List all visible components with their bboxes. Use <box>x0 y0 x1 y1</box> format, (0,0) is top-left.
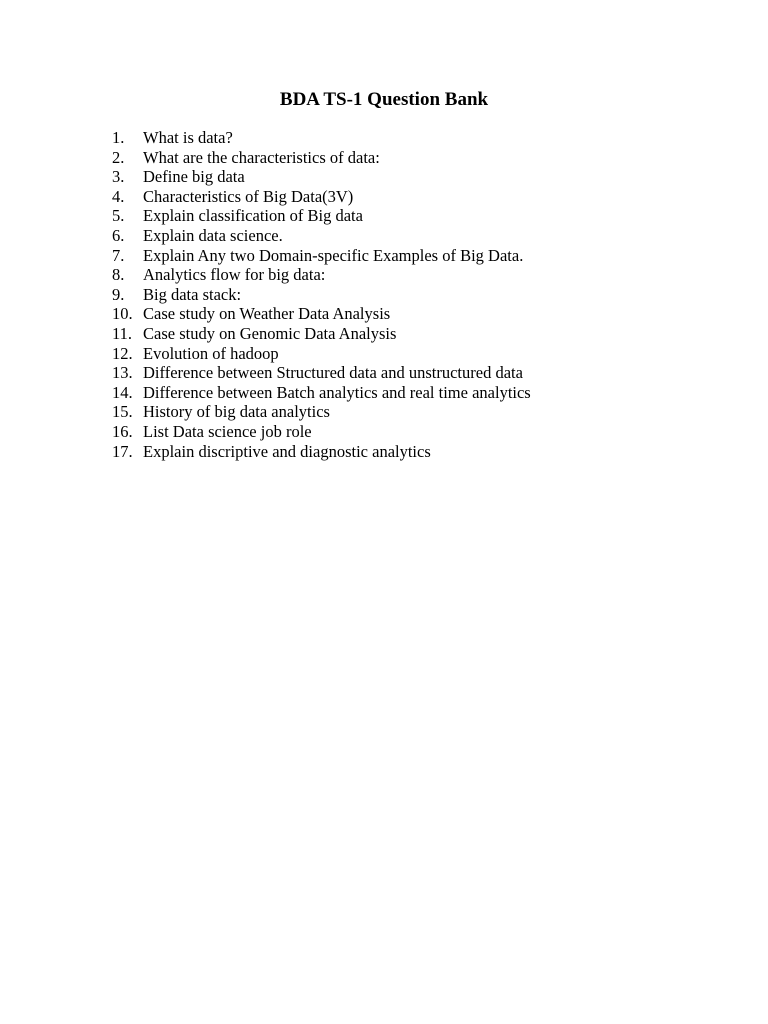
question-number: 13. <box>112 363 133 383</box>
question-number: 12. <box>112 343 133 363</box>
question-number: 16. <box>112 421 133 441</box>
question-number: 8. <box>112 265 125 285</box>
question-item-6 <box>112 226 732 246</box>
question-item-13 <box>112 363 732 383</box>
document-title: BDA TS-1 Question Bank <box>279 89 489 110</box>
question-text: Case study on Genomic Data Analysis <box>143 323 397 343</box>
question-text: Difference between Structured data and unstructured data <box>143 363 523 383</box>
question-list <box>112 128 732 461</box>
question-text: History of big data analytics <box>143 402 330 422</box>
question-item-2 <box>112 148 732 168</box>
question-number: 1. <box>112 128 125 147</box>
question-item-12 <box>112 344 732 364</box>
question-item-16 <box>112 422 732 442</box>
question-text: List Data science job role <box>143 421 312 441</box>
question-number: 2. <box>112 147 125 167</box>
question-text: Characteristics of Big Data(3V) <box>143 186 354 206</box>
question-number: 3. <box>112 167 125 187</box>
question-text: Explain Any two Domain-specific Examples of Big Data. <box>143 245 524 265</box>
question-number: 5. <box>112 206 125 226</box>
question-text: Explain classification of Big data <box>143 206 363 226</box>
question-number: 7. <box>112 245 125 265</box>
question-item-1 <box>112 128 732 148</box>
question-text: Analytics flow for big data: <box>143 265 326 285</box>
question-item-5 <box>112 206 732 226</box>
question-text: Explain data science. <box>143 225 283 245</box>
question-text: Evolution of hadoop <box>143 343 279 363</box>
question-item-8 <box>112 265 732 285</box>
question-item-9 <box>112 285 732 305</box>
question-item-11 <box>112 324 732 344</box>
question-number: 15. <box>112 402 133 422</box>
question-text: Big data stack: <box>143 284 242 304</box>
question-text: What are the characteristics of data: <box>143 147 380 167</box>
question-item-14 <box>112 383 732 403</box>
question-text: Explain discriptive and diagnostic analytics <box>143 441 431 461</box>
question-number: 4. <box>112 186 125 206</box>
question-number: 11. <box>112 323 133 343</box>
question-item-15 <box>112 402 732 422</box>
question-number: 6. <box>112 225 125 245</box>
question-item-3 <box>112 167 732 187</box>
question-item-7 <box>112 246 732 266</box>
question-item-17 <box>112 442 732 462</box>
question-text: Case study on Weather Data Analysis <box>143 304 391 324</box>
question-item-4 <box>112 187 732 207</box>
question-number: 9. <box>112 284 125 304</box>
question-text: What is data? <box>143 128 233 147</box>
question-item-10 <box>112 304 732 324</box>
question-number: 17. <box>112 441 133 461</box>
question-text: Define big data <box>143 167 245 187</box>
question-text: Difference between Batch analytics and real time analytics <box>143 382 531 402</box>
question-number: 14. <box>112 382 133 402</box>
question-number: 10. <box>112 304 133 324</box>
